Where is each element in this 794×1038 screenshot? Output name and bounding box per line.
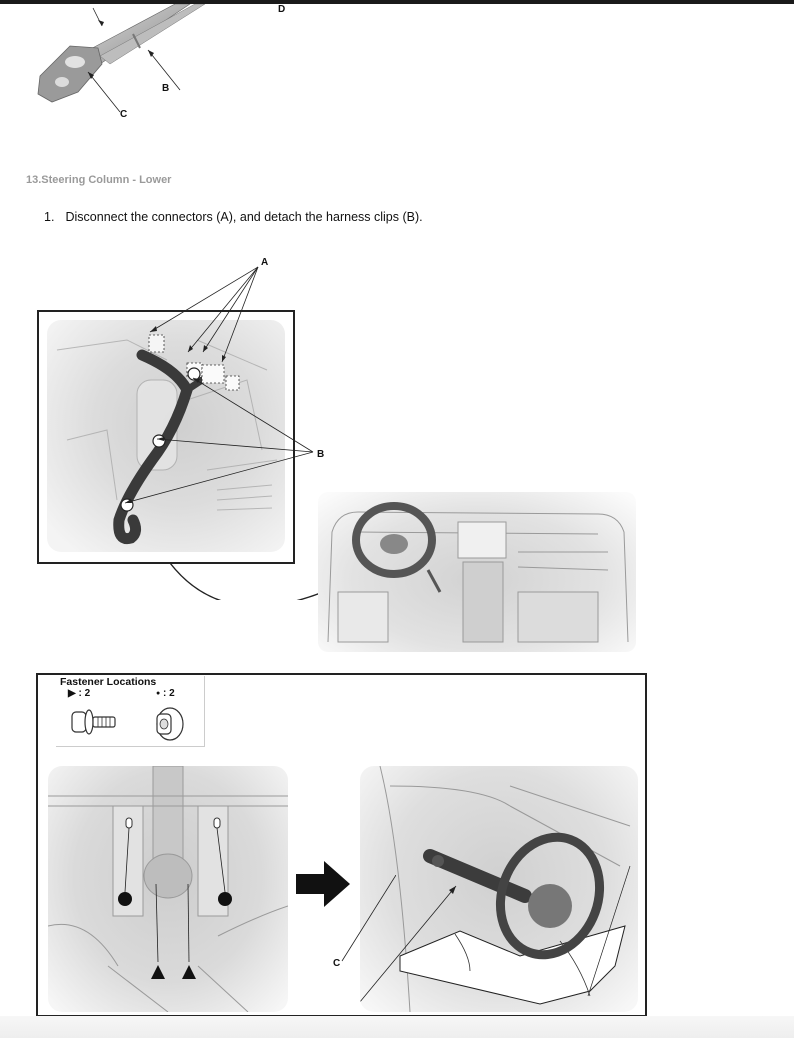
nut-count: : 2 (163, 688, 175, 699)
viewer-bottom-edge (0, 1016, 794, 1038)
section-title: 13.Steering Column - Lower (26, 174, 172, 186)
callout-c: C (333, 958, 341, 969)
bolt-legend-entry (68, 688, 90, 699)
triangle-marker-icon: ▶ (68, 688, 76, 699)
step-text: Disconnect the connectors (A), and detach the harness clips (B). (65, 210, 423, 224)
fastener-legend (56, 676, 205, 747)
callout-b-top: B (162, 83, 170, 94)
removed-column-illustration (360, 766, 638, 1012)
fastener-legend-title: Fastener Locations (60, 676, 157, 688)
callout-a: A (261, 257, 269, 268)
callout-b: B (317, 449, 325, 460)
step-number: 1. (44, 210, 55, 224)
dashboard-overview-illustration (318, 492, 636, 652)
callout-c-top: C (120, 109, 128, 120)
nut-legend-entry (156, 688, 175, 699)
dot-marker-icon: ● (156, 689, 161, 697)
callout-d-top: D (278, 4, 286, 15)
bolt-count: : 2 (78, 688, 91, 699)
callout-c-leader (336, 875, 396, 965)
column-mount-illustration (48, 766, 288, 1012)
flange-bolt-icon (70, 706, 120, 740)
flange-nut-icon (152, 706, 186, 742)
